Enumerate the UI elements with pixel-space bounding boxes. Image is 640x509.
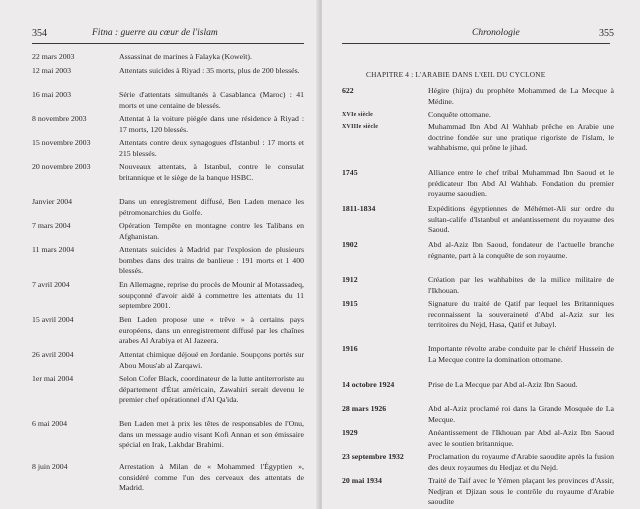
entry-date: 20 novembre 2003 bbox=[32, 162, 91, 171]
entry-date: 20 mai 1934 bbox=[342, 476, 382, 485]
entry-text: Attentat chimique déjoué en Jordanie. Soupçons portés sur Abou Mous'ab al Zarqawi. bbox=[119, 350, 304, 370]
entry-date: 8 juin 2004 bbox=[32, 462, 68, 471]
entry-text: Attentat à la voiture piégée dans une résidence à Riyad : 17 morts, 120 blessés. bbox=[119, 114, 304, 134]
entry-text: Nouveaux attentats, à Istanbul, contre le consulat britannique et le siège de la banque HSBC. bbox=[119, 162, 304, 182]
right-page-number: 355 bbox=[599, 28, 614, 39]
entry-date: 8 novembre 2003 bbox=[32, 114, 87, 123]
entry-text: Hégire (hijra) du prophète Mohammed de La Mecque à Médine. bbox=[428, 86, 614, 106]
right-header-rule bbox=[342, 43, 610, 44]
entry-text: Conquête ottomane. bbox=[428, 110, 491, 119]
entry-date: 26 avril 2004 bbox=[32, 350, 74, 359]
entry-text: Assassinat de marines à Falayka (Koweït). bbox=[119, 52, 252, 61]
left-page-number: 354 bbox=[32, 28, 47, 39]
entry-text: Abd al-Aziz Ibn Saoud, fondateur de l'actuelle branche régnante, part à la conquête de son royaume. bbox=[428, 240, 614, 260]
entry-date: 1916 bbox=[342, 344, 358, 353]
entry-text: Muhammad Ibn Abd Al Wahhab prêche en Arabie une doctrine fondée sur une pratique rigoriste de l'islam, le wahhabisme, qui prône le jihad. bbox=[428, 122, 614, 153]
entry-date: XVIIIe siècle bbox=[342, 124, 379, 130]
entry-date: 1902 bbox=[342, 240, 358, 249]
entry-text: Selon Cofer Black, coordinateur de la lutte antiterroriste au département d'État américain, Zawahiri serait devenu le premier chef opérationnel d'Al Qa'ida. bbox=[119, 374, 304, 405]
entry-date: 1745 bbox=[342, 168, 358, 177]
entry-text: Série d'attentats simultanés à Casablanca (Maroc) : 41 morts et une centaine de blessés. bbox=[119, 90, 304, 110]
entry-date: 7 mars 2004 bbox=[32, 221, 71, 230]
entry-text: Opération Tempête en montagne contre les Talibans en Afghanistan. bbox=[119, 221, 304, 241]
left-header-rule bbox=[32, 43, 304, 44]
entry-text: Attentats suicides à Riyad : 35 morts, plus de 200 blessés. bbox=[119, 66, 300, 75]
entry-text: Traité de Taif avec le Yémen plaçant les provinces d'Assir, Nedjran et Djizan sous le contrôle du royaume d'Arabie saoudite bbox=[428, 476, 614, 507]
entry-date: Janvier 2004 bbox=[32, 197, 73, 206]
entry-date: 6 mai 2004 bbox=[32, 419, 68, 428]
entry-date: 16 mai 2003 bbox=[32, 90, 71, 99]
entry-date: 28 mars 1926 bbox=[342, 404, 387, 413]
entry-text: Importante révolte arabe conduite par le chérif Hussein de La Mecque contre la domination ottomane. bbox=[428, 344, 614, 364]
entry-date: 1915 bbox=[342, 299, 358, 308]
entry-text: Arrestation à Milan de « Mohammed l'Égyptien », considéré comme l'un des cerveaux des attentats de Madrid. bbox=[119, 462, 304, 493]
entry-text: Création par les wahhabites de la milice militaire de l'Ikhouan. bbox=[428, 275, 614, 295]
entry-date: 1er mai 2004 bbox=[32, 374, 74, 383]
entry-text: Anéantissement de l'Ikhouan par Abd al-Aziz Ibn Saoud avec le soutien britannique. bbox=[428, 428, 614, 448]
entry-text: Attentats contre deux synagogues d'Istanbul : 17 morts et 215 blessés. bbox=[119, 138, 304, 158]
entry-text: Attentats suicides à Madrid par l'explosion de plusieurs bombes dans des trains de banlieue : 191 morts et 1 400 blessés. bbox=[119, 245, 304, 276]
entry-date: 7 avril 2004 bbox=[32, 280, 70, 289]
entry-date: 622 bbox=[342, 86, 354, 95]
left-running-title: Fitna : guerre au cœur de l'islam bbox=[92, 28, 218, 38]
entry-text: En Allemagne, reprise du procès de Mounir al Motassadeq, soupçonné d'avoir aidé à commettre les attentats du 11 septembre 2001. bbox=[119, 280, 304, 311]
entry-text: Expéditions égyptiennes de Méhémet-Ali sur ordre du sultan-calife d'Istanbul et anéantissement du royaume des Saoud. bbox=[428, 204, 614, 235]
entry-text: Alliance entre le chef tribal Muhammad Ibn Saoud et le prédicateur Ibn Abd Al Wahhab. Fondation du premier royaume saoudien. bbox=[428, 168, 614, 199]
entry-text: Ben Laden propose une « trêve » à certains pays européens, dans un enregistrement diffusé par les chaînes arabes Al Arabiya et Al Jazeera. bbox=[119, 315, 304, 346]
entry-date: 12 mai 2003 bbox=[32, 66, 71, 75]
entry-text: Dans un enregistrement diffusé, Ben Laden menace les pétromonarchies du Golfe. bbox=[119, 197, 304, 217]
entry-date: 14 octobre 1924 bbox=[342, 380, 395, 389]
entry-text: Ben Laden met à prix les têtes de responsables de l'Onu, dans un message audio visant Kofi Annan et son émissaire spécial en Irak, Lakhdar Brahimi. bbox=[119, 419, 304, 450]
right-running-title: Chronologie bbox=[472, 28, 520, 38]
entry-date: XVIe siècle bbox=[342, 112, 374, 118]
chapter-heading: CHAPITRE 4 : L'ARABIE DANS L'ŒIL DU CYCLONE bbox=[366, 70, 546, 79]
entry-date: 11 mars 2004 bbox=[32, 245, 75, 254]
entry-text: Prise de La Mecque par Abd al-Aziz Ibn Saoud. bbox=[428, 380, 578, 389]
entry-text: Abd al-Aziz proclamé roi dans la Grande Mosquée de La Mecque. bbox=[428, 404, 614, 424]
entry-date: 23 septembre 1932 bbox=[342, 452, 404, 461]
left-page bbox=[0, 0, 318, 509]
entry-date: 1811-1834 bbox=[342, 204, 376, 213]
entry-date: 22 mars 2003 bbox=[32, 52, 75, 61]
entry-text: Proclamation du royaume d'Arabie saoudite après la fusion des deux royaumes du Hedjaz et du Nejd. bbox=[428, 452, 614, 472]
entry-date: 15 avril 2004 bbox=[32, 315, 74, 324]
right-page bbox=[322, 0, 640, 509]
entry-date: 15 novembre 2003 bbox=[32, 138, 91, 147]
entry-date: 1912 bbox=[342, 275, 358, 284]
entry-date: 1929 bbox=[342, 428, 358, 437]
entry-text: Signature du traité de Qatif par lequel les Britanniques reconnaissent la souveraineté d'Abd al-Aziz sur les territoires du Nejd, Hasa, Qatif et Jubayl. bbox=[428, 299, 614, 330]
